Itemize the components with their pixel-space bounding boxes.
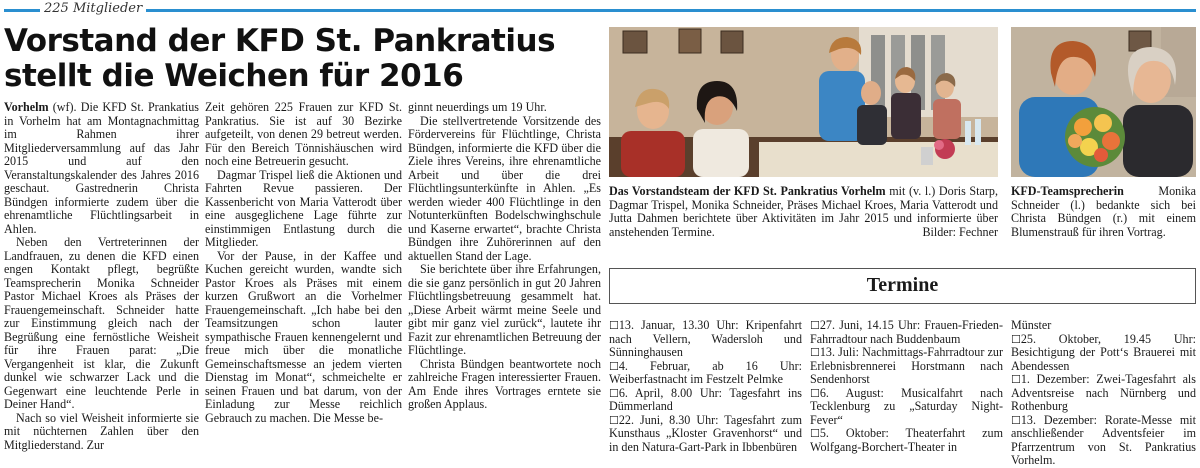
photo-caption-2	[1011, 185, 1196, 239]
termine-item: ☐25. Oktober, 19.45 Uhr: Besichtigung der Pott‘s Brauerei mit Abendessen	[1011, 331, 1196, 373]
article-paragraph: Zeit gehören 225 Frauen zur KFD St. Pankratius. Sie ist auf 30 Bezirke aufgeteilt, von denen 29 betreut werden. Für den Bereich Tönnishäuschen wird noch eine Betreuerin gesucht.	[205, 100, 402, 168]
article-column-3	[408, 101, 601, 412]
headline	[4, 24, 604, 94]
termine-item: ☐27. Juni, 14.15 Uhr: Frauen-Frieden-Fahrradtour nach Buddenbaum	[810, 318, 1003, 346]
termine-item: ☐6. August: Musicalfahrt nach Tecklenburg zu „Saturday Night-Fever“	[810, 385, 1003, 427]
byline: (wf).	[52, 100, 77, 114]
article-paragraph: Vorhelm (wf). Die KFD St. Prankatius in Vorhelm hat am Montagnachmittag im Rahmen ihrer Mitgliederversammlung auf das Jahr 2015 und auf den Veranstaltungskalender des Jahres 2016 geschaut. Gastrednerin Christa Bündgen informierte zudem über die ehrenamtliche Flüchtlingsarbeit in Ahlen.	[4, 100, 199, 236]
checkbox-icon: ☐	[810, 319, 820, 332]
headline-line-2: stellt die Weichen für 2016	[4, 58, 464, 94]
checkbox-icon: ☐	[609, 413, 619, 427]
termine-column-3	[1011, 319, 1196, 468]
checkbox-icon: ☐	[1011, 373, 1021, 386]
termine-item: ☐13. Dezember: Rorate-Messe mit anschließender Adventsfeier im Pfarrzentrum von St. Pankratius Vorhelm.	[1011, 412, 1196, 467]
termine-column-1	[609, 319, 802, 454]
termine-title: Termine	[866, 274, 939, 296]
checkbox-icon: ☐	[609, 319, 619, 332]
caption-1-lead: Das Vorstandsteam der KFD St. Pankratius Vorhelm	[609, 184, 886, 198]
kicker-text: 225 Mitglieder	[40, 1, 146, 16]
article-paragraph: Neben den Vertreterinnen der Landfrauen, zu denen die KFD einen engen Kontakt pflegt, begrüßte Teamsprecherin Monika Schneider Pastor Michael Kroes als Präses der Frauengemeinschaft. Schneider hatte zur Einstimmung gleich nach der Begrüßung eine fernöstliche Weisheit für ihre Frauen parat: „Die Vergangenheit ist klar, die Zukunft dunkel wie schwarzer Lack und die Gegenwart eine leuchtende Perle in Deiner Hand“.	[4, 235, 199, 411]
checkbox-icon: ☐	[810, 427, 820, 440]
termine-item: ☐6. April, 8.00 Uhr: Tagesfahrt ins Dümmerland	[609, 385, 802, 413]
kicker-rule	[4, 9, 1196, 12]
dateline: Vorhelm	[4, 100, 49, 114]
checkbox-icon: ☐	[810, 386, 820, 400]
caption-2-lead: KFD-Teamsprecherin	[1011, 184, 1124, 198]
article-paragraph: ginnt neuerdings um 19 Uhr.	[408, 100, 547, 114]
headline-line-1: Vorstand der KFD St. Pankratius	[4, 23, 556, 59]
termine-item: ☐13. Januar, 13.30 Uhr: Kripenfahrt nach Vellern, Wadersloh und Sünninghausen	[609, 318, 802, 359]
article-paragraph: Die stellvertretende Vorsitzende des Fördervereins für Flüchtlinge, Christa Bündgen, informierte die KFD über die Ziele ihres Vereins, ihre ehrenamtliche Arbeit und über die drei Flüchtlingsunterkünfte in Ahlen. „Es werden wieder 400 Flüchtlinge in den Notunterkünften Bodelschwinghschule und Kaserne erwartet“, brachte Christa Bündgen ihre Zuhörerinnen auf den aktuellen Stand der Lage.	[408, 113, 601, 263]
article-paragraph: Vor der Pause, in der Kaffee und Kuchen gereicht wurden, wandte sich Pastor Kroes als Präses mit einem kurzen Grußwort an die Vorhelmer Frauengemeinschaft. „Ich habe bei den Teamsitzungen schon lauter sympathische Frauen kennengelernt und freue mich über die monatliche Gemeinschaftsmesse an jedem vierten Dienstag im Monat“, schmeichelte er seinen Frauen und bat darum, von der Einladung zur Messe reichlich Gebrauch zu machen. Die Messe be-	[205, 248, 402, 425]
caption-2-text: Monika Schneider (l.) bedankte sich bei Christa Bündgen (r.) mit einem Blumenstrauß für ihren Vortrag.	[1011, 184, 1196, 239]
photo-board-team	[609, 27, 998, 177]
termine-column-2	[810, 319, 1003, 454]
article-paragraph: Sie berichtete über ihre Erfahrungen, die sie ganz persönlich in gut 20 Jahren Flüchtlingsbetreuung gesammelt hat. „Diese Arbeit wärmt meine Seele und gibt mir ganz viel zurück“, lautete ihr Fazit zur ehrenamtlichen Betreuung der Flüchtlinge.	[408, 262, 601, 357]
photo-caption-1	[609, 185, 998, 239]
termine-header-box	[609, 268, 1196, 304]
termine-item-continued: Münster	[1011, 318, 1052, 332]
article-paragraph: Christa Bündgen beantwortete noch zahlreiche Fragen interessierter Frauen. Am Ende ihres Vortrages erntete sie großen Applaus.	[408, 356, 601, 411]
article-column-2	[205, 101, 402, 425]
termine-item: ☐1. Dezember: Zwei-Tagesfahrt als Adventsreise nach Nürnberg und Rothenburg	[1011, 372, 1196, 413]
article-paragraph: Dagmar Trispel ließ die Aktionen und Fahrten Revue passieren. Der Kassenbericht von Maria Vatterodt über eine ausgeglichene Lage führte zur einstimmigen Entlastung durch die Mitglieder.	[205, 167, 402, 249]
photo-bouquet	[1011, 27, 1196, 177]
checkbox-icon: ☐	[810, 346, 820, 359]
checkbox-icon: ☐	[1011, 332, 1021, 346]
caption-1-text: mit (v. l.) Doris Starp, Dagmar Trispel, Monika Schneider, Präses Michael Kroes, Maria Vatterodt und Jutta Dahmen berichtete über Aktivitäten im Jahr 2015 und informierte über anstehenden Termine.	[609, 184, 998, 239]
article-paragraph: Nach so viel Weisheit informierte sie mit nüchternen Zahlen über den Mitgliederstand. Zur	[4, 410, 199, 452]
checkbox-icon: ☐	[609, 386, 619, 400]
checkbox-icon: ☐	[1011, 413, 1021, 427]
termine-item: ☐4. Februar, ab 16 Uhr: Weiberfastnacht im Festzelt Pelmke	[609, 358, 802, 386]
termine-item: ☐22. Juni, 8.30 Uhr: Tagesfahrt zum Kunsthaus „Kloster Gravenhorst“ und in den Natura-Gart-Park in Ibbenbüren	[609, 412, 802, 454]
checkbox-icon: ☐	[609, 359, 619, 373]
section-kicker	[4, 1, 1196, 19]
termine-item: ☐13. Juli: Nachmittags-Fahrradtour zur Erlebnisbrennerei Horstmann nach Sendenhorst	[810, 345, 1003, 386]
article-column-1	[4, 101, 199, 452]
photo-credit: Bilder: Fechner	[922, 224, 998, 239]
termine-item: ☐5. Oktober: Theaterfahrt zum Wolfgang-Borchert-Theater in	[810, 426, 1003, 454]
